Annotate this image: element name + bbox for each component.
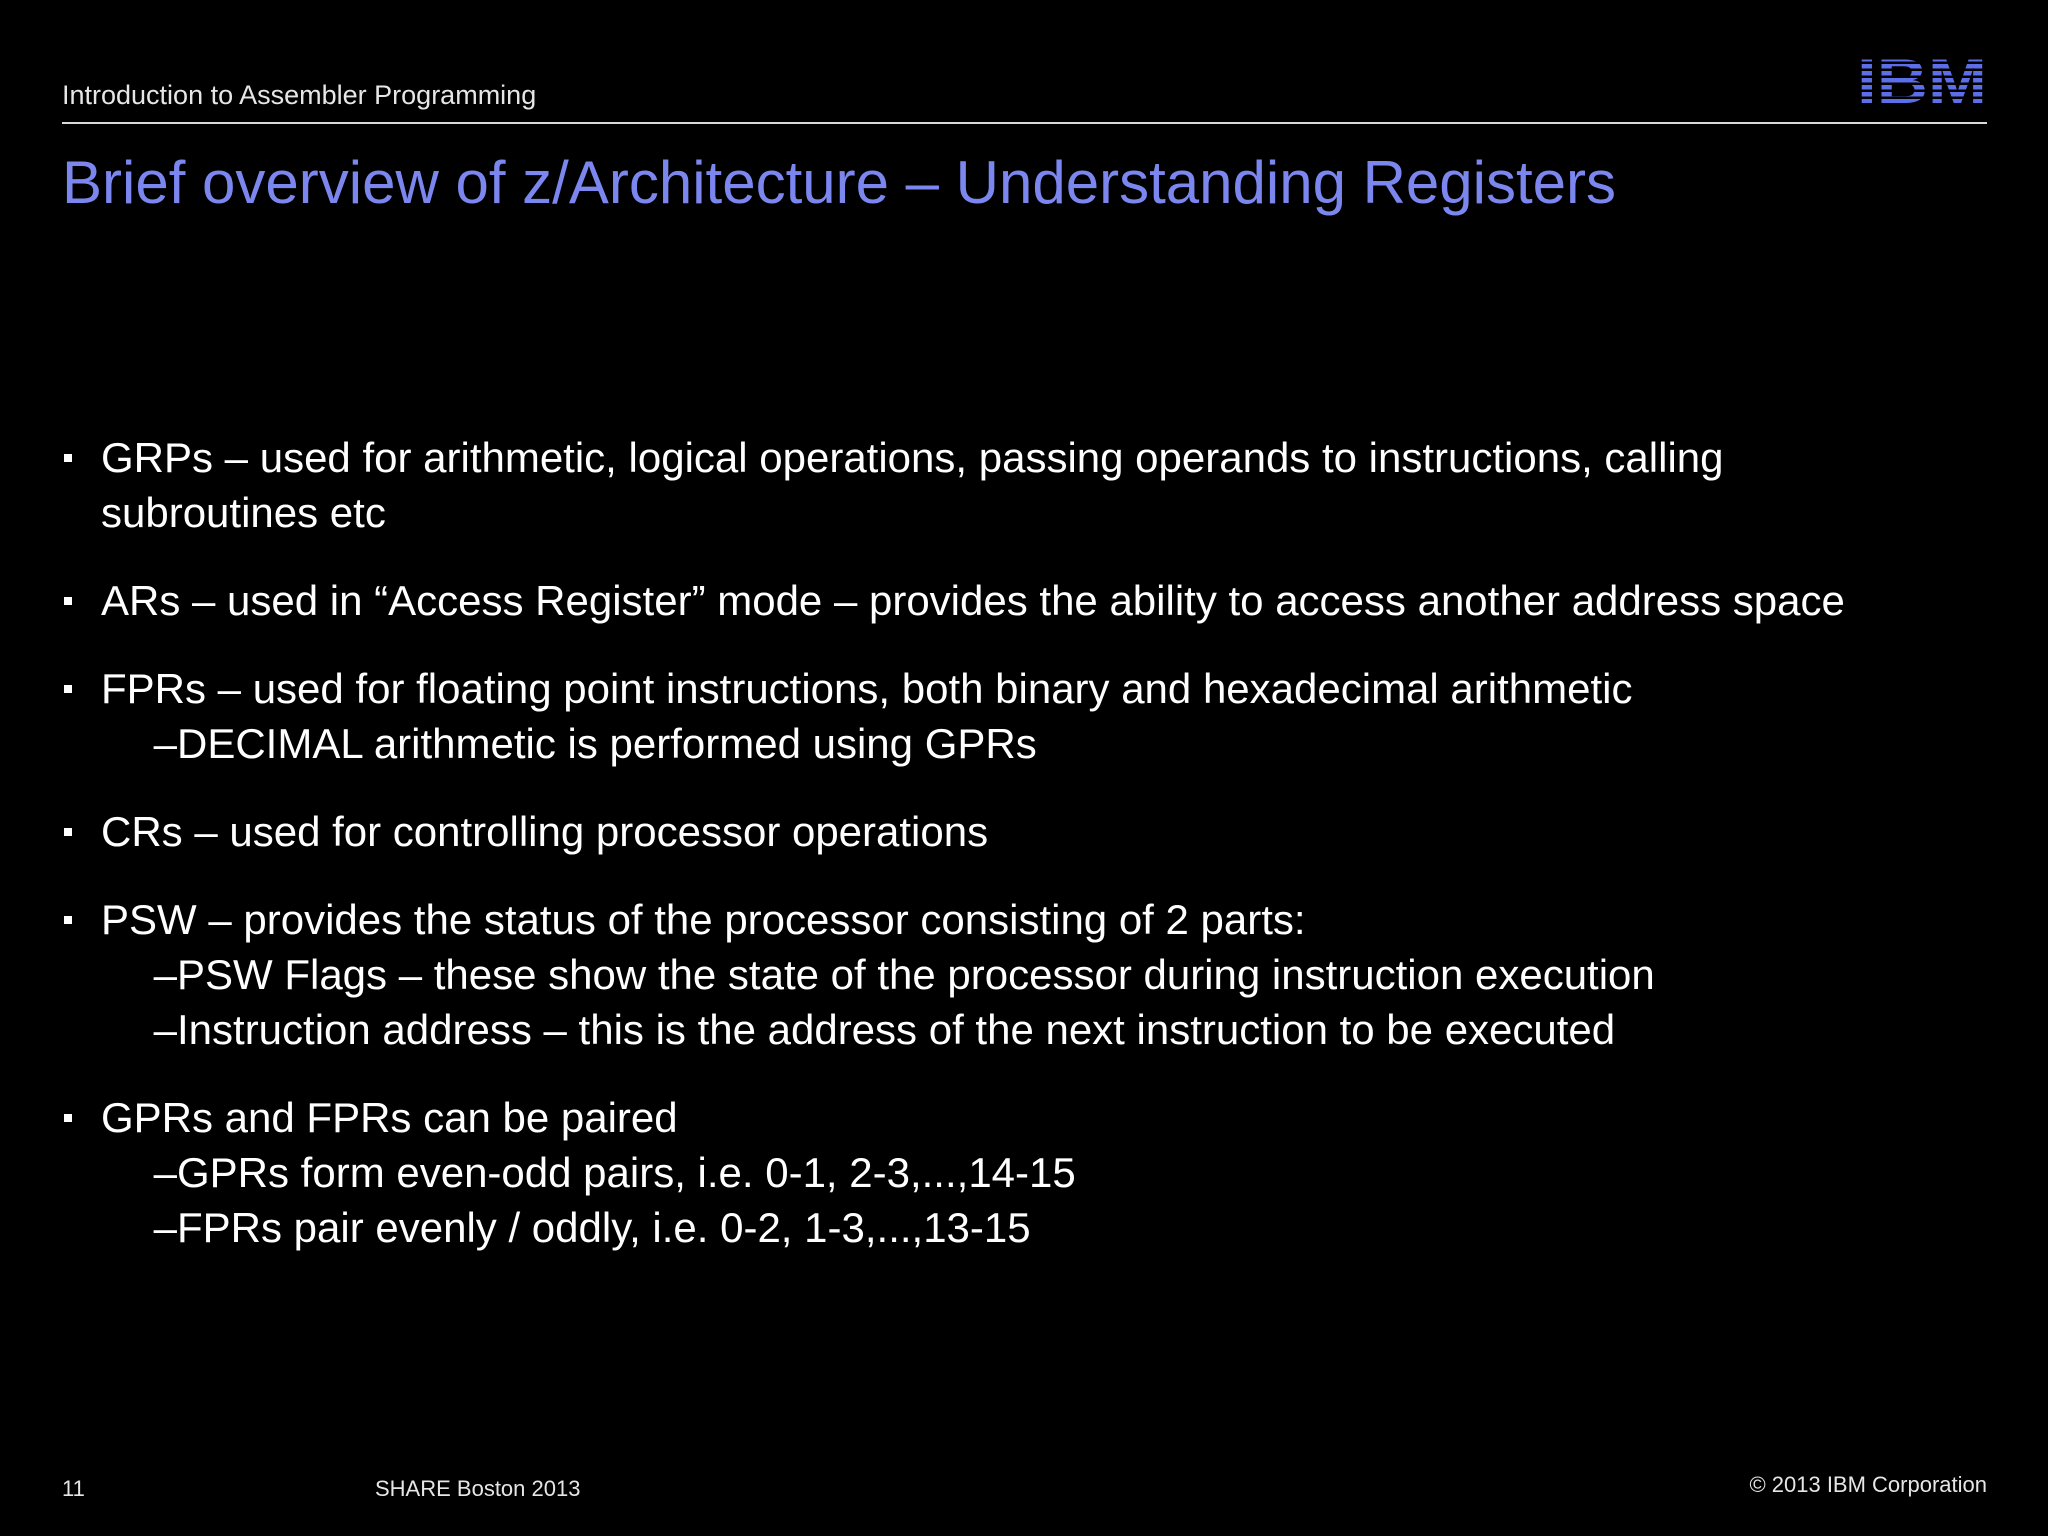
bullet-text: CRs – used for controlling processor operations [101, 808, 989, 855]
bullet-list [62, 430, 1962, 1288]
bullet-text: ARs – used in “Access Register” mode – provides the ability to access another address space [101, 577, 1845, 624]
bullet-text: FPRs – used for floating point instructions, both binary and hexadecimal arithmetic [101, 665, 1633, 712]
bullet-item [62, 804, 1962, 859]
square-bullet-icon [64, 1114, 72, 1122]
sub-bullet-text: Instruction address – this is the address of the next instruction to be executed [177, 1006, 1616, 1053]
dash-bullet-icon: – [153, 1204, 177, 1251]
sub-bullet-item [101, 1200, 1962, 1255]
sub-bullet-text: GPRs form even-odd pairs, i.e. 0-1, 2-3,...,14-15 [177, 1149, 1076, 1196]
bullet-item [62, 1090, 1962, 1255]
sub-bullet-text: FPRs pair evenly / oddly, i.e. 0-2, 1-3,...,13-15 [177, 1204, 1031, 1251]
slide-title: Brief overview of z/Architecture – Understanding Registers [62, 149, 1617, 216]
square-bullet-icon [64, 597, 72, 605]
sub-bullet-text: PSW Flags – these show the state of the processor during instruction execution [177, 951, 1655, 998]
sub-bullet-text: DECIMAL arithmetic is performed using GPRs [177, 720, 1037, 767]
sub-bullet-item [101, 716, 1962, 771]
bullet-item [62, 573, 1962, 628]
square-bullet-icon [64, 916, 72, 924]
bullet-item [62, 892, 1962, 1057]
dash-bullet-icon: – [153, 951, 177, 998]
square-bullet-icon [64, 685, 72, 693]
bullet-text: GRPs – used for arithmetic, logical operations, passing operands to instructions, calling subroutines etc [101, 434, 1724, 536]
course-title: Introduction to Assembler Programming [62, 80, 537, 110]
square-bullet-icon [64, 828, 72, 836]
sub-bullet-item [101, 1145, 1962, 1200]
square-bullet-icon [64, 454, 72, 462]
bullet-item [62, 661, 1962, 771]
event-name: SHARE Boston 2013 [375, 1476, 581, 1501]
page-number: 11 [62, 1476, 85, 1501]
bullet-text: GPRs and FPRs can be paired [101, 1094, 678, 1141]
sub-bullet-item [101, 947, 1962, 1002]
dash-bullet-icon: – [153, 1006, 177, 1053]
bullet-item [62, 430, 1962, 540]
ibm-logo [1856, 50, 1988, 106]
copyright-notice: © 2013 IBM Corporation [1749, 1472, 1987, 1497]
bullet-text: PSW – provides the status of the processor consisting of 2 parts: [101, 896, 1306, 943]
header-divider [62, 122, 1987, 124]
dash-bullet-icon: – [153, 720, 177, 767]
dash-bullet-icon: – [153, 1149, 177, 1196]
sub-bullet-item [101, 1002, 1962, 1057]
